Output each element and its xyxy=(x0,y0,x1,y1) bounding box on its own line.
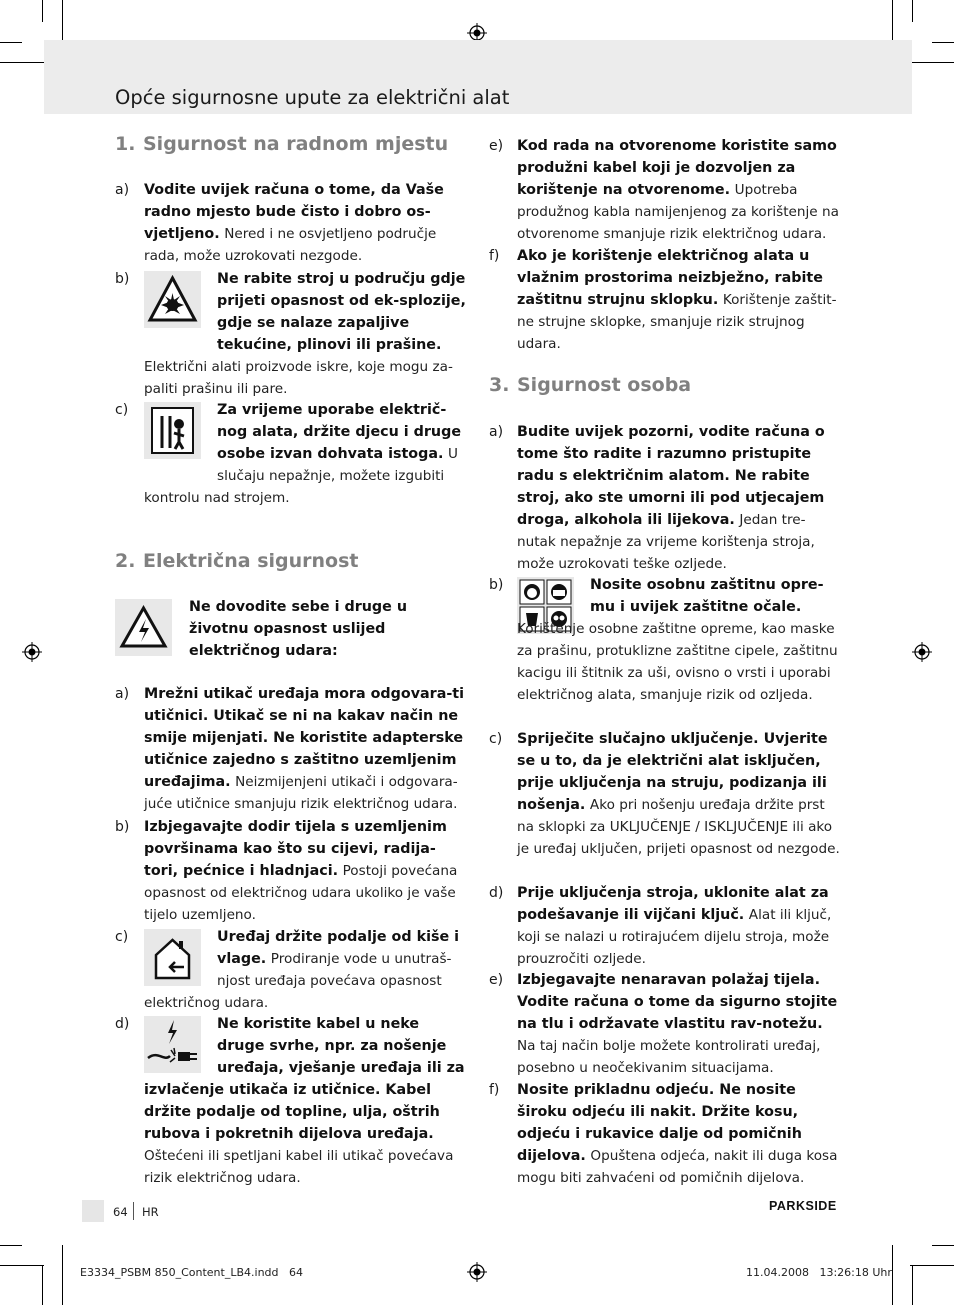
section1-title: Sigurnost na radnom mjestu xyxy=(143,133,449,155)
item-text: Upotreba produžnog kabla namijenjenog za korištenje na otvorenome smanjuje rizik električnog udara. xyxy=(517,182,839,242)
item-label: a) xyxy=(115,182,130,198)
crop-mark xyxy=(62,1245,63,1305)
section3-item-b xyxy=(517,574,842,706)
file-slug: E3334_PSBM 850_Content_LB4.indd 64 xyxy=(80,1266,303,1279)
section3-item-e xyxy=(517,969,842,1079)
section3-item-f xyxy=(517,1079,842,1189)
date-slug: 11.04.2008 13:26:18 Uhr xyxy=(746,1266,892,1279)
registration-mark-icon xyxy=(912,642,932,662)
page-number: 64 xyxy=(113,1205,128,1219)
footer-divider xyxy=(133,1202,134,1220)
item-bold-text: Uređaj držite podalje od kiše i vlage. xyxy=(217,929,460,967)
item-text: Oštećeni ili spetljani kabel ili utikač povećava rizik električnog udara. xyxy=(144,1148,454,1186)
item-text: Opuštena odjeća, nakit ili duga kosa mogu biti zahvaćeni od pomičnih dijelova. xyxy=(517,1148,838,1186)
section2-item-a xyxy=(144,683,469,815)
section1-number: 1. xyxy=(115,133,136,155)
item-bold-text: Nosite prikladnu odjeću. Ne nosite široku odjeću ili nakit. Držite kosu, odjeću i rukavice dalje od pomičnih dijelova. xyxy=(517,1082,802,1164)
section2-item-e xyxy=(517,135,842,245)
item-label: d) xyxy=(115,1016,130,1032)
crop-mark xyxy=(892,0,893,44)
item-text: Ako pri nošenju uređaja držite prst na sklopki za UKLJUČENJE / ISKLJUČENJE ili ako je uređaj uključen, prijeti opasnost od nezgode. xyxy=(517,797,840,857)
item-label: e) xyxy=(489,138,504,154)
item-label: b) xyxy=(115,271,130,287)
item-label: d) xyxy=(489,885,504,901)
item-text: Korištenje osobne zaštitne opreme, kao maske za prašinu, protuklizne zaštitne cipele, zaštitnu kacigu ili štitnik za uši, ovisno o vrsti i uporabi električnog alata, smanjuje rizik od ozljeda. xyxy=(517,621,838,703)
section1-heading xyxy=(115,133,448,155)
item-label: e) xyxy=(489,972,504,988)
electric-warning-text: Ne dovodite sebe i druge u životnu opasnost uslijed električnog udara: xyxy=(189,599,408,659)
item-text: Neizmijenjeni utikači i odgovara-juće utičnice smanjuju rizik električnog udara. xyxy=(144,774,458,812)
section3-number: 3. xyxy=(489,374,510,396)
crop-mark xyxy=(932,42,954,43)
section3-title: Sigurnost osoba xyxy=(517,374,692,396)
item-label: f) xyxy=(489,1082,500,1098)
item-bold-text: Izbjegavajte dodir tijela s uzemljenim površinama kao što su cijevi, radija-tori, pećnice i hladnjaci. xyxy=(144,819,447,879)
crop-mark xyxy=(932,1245,954,1246)
item-label: c) xyxy=(115,402,129,418)
item-bold-text: Izbjegavajte nenaravan polažaj tijela. Vodite računa o tome da sigurno stojite na tlu i održavate vlastitu rav-notežu. xyxy=(517,972,838,1032)
registration-mark-icon xyxy=(22,642,42,662)
footer-marker xyxy=(82,1200,104,1222)
item-label: a) xyxy=(115,686,130,702)
item-text: Korištenje zaštit-ne strujne sklopke, smanjuje rizik strujnog udara. xyxy=(517,292,837,352)
item-text: Jedan tre-nutak nepažnje za vrijeme korištenja stroja, može uzrokovati teške ozljede. xyxy=(517,512,815,572)
item-bold-text: Vodite uvijek računa o tome, da Vaše radno mjesto bude čisto i dobro os-vjetljeno. xyxy=(144,182,444,242)
section3-heading xyxy=(489,374,691,396)
crop-mark xyxy=(912,1265,913,1305)
item-label: a) xyxy=(489,424,504,440)
section2-item-b xyxy=(144,816,469,926)
item-text: U slučaju nepažnje, možete izgubiti kontrolu nad strojem. xyxy=(144,446,458,506)
section3-item-c xyxy=(517,728,842,860)
item-bold-text: Mrežni utikač uređaja mora odgovara-ti utičnici. Utikač se ni na kakav način ne smije mijenjati. Ne koristite adapterske utičnice zajedno s zaštitno uzemljenim uređajima. xyxy=(144,686,465,790)
page-title: Opće sigurnosne upute za električni alat xyxy=(115,86,510,109)
item-bold-text: Za vrijeme uporabe električ-nog alata, držite djecu i druge osobe izvan dohvata istoga. xyxy=(217,402,462,462)
crop-mark xyxy=(0,62,44,63)
item-label: b) xyxy=(115,819,130,835)
item-text: Alat ili ključ, koji se nalazi u rotirajućem dijelu stroja, može prouzročiti ozljede. xyxy=(517,907,832,967)
item-text: Električni alati proizvode iskre, koje mogu za-paliti prašinu ili pare. xyxy=(144,359,453,397)
section2-item-d xyxy=(144,1013,469,1189)
section3-item-d xyxy=(517,882,842,970)
crop-mark xyxy=(892,1245,893,1305)
item-label: c) xyxy=(115,929,129,945)
item-bold-text: Kod rada na otvorenome koristite samo produžni kabel koji je dozvoljen za korištenje na otvorenome. xyxy=(517,138,837,198)
item-bold-text: Ako je korištenje električnog alata u vlažnim prostorima neizbježno, rabite zaštitnu strujnu sklopku. xyxy=(517,248,823,308)
section2-number: 2. xyxy=(115,550,136,572)
section2-heading xyxy=(115,550,359,572)
item-text: Postoji povećana opasnost od električnog udara ukoliko je vaše tijelo uzemljeno. xyxy=(144,863,458,923)
crop-mark xyxy=(42,0,43,22)
item-bold-text: Nosite osobnu zaštitnu opre-mu i uvijek zaštitne očale. xyxy=(590,577,824,615)
item-label: b) xyxy=(489,577,504,593)
section2-item-f xyxy=(517,245,842,355)
section1-item-a xyxy=(144,179,469,267)
section2-title: Električna sigurnost xyxy=(143,550,359,572)
parkside-logo: PARKSIDE xyxy=(769,1199,837,1213)
section1-item-c xyxy=(144,399,469,509)
item-bold-text: Ne koristite kabel u neke druge svrhe, npr. za nošenje uređaja, vješanje uređaja ili za izvlačenje utikača iz utičnice. Kabel držite podalje od topline, ulja, oštrih rubova i pokretnih dijelova uređaja. xyxy=(144,1016,465,1142)
item-bold-text: Budite uvijek pozorni, vodite računa o tome što radite i razumno pristupite radu s električnim alatom. Ne rabite stroj, ako ste umorni ili pod utjecajem droga, alkohola ili lijekova. xyxy=(517,424,825,528)
item-bold-text: Spriječite slučajno uključenje. Uvjerite se u to, da je električni alat isključen, prije uključenja na struju, podizanja ili nošenja. xyxy=(517,731,828,813)
crop-mark xyxy=(0,1265,44,1266)
item-bold-text: Ne rabite stroj u području gdje prijeti opasnost od ek-splozije, gdje se nalaze zapaljive tekućine, plinovi ili prašine. xyxy=(217,271,466,353)
crop-mark xyxy=(0,42,22,43)
crop-mark xyxy=(910,62,954,63)
section2-item-c xyxy=(144,926,469,1014)
item-bold-text: Prije uključenja stroja, uklonite alat za podešavanje ili vijčani ključ. xyxy=(517,885,829,923)
language-code: HR xyxy=(142,1205,159,1219)
item-label: f) xyxy=(489,248,500,264)
crop-mark xyxy=(910,1265,954,1266)
item-text: Nered i ne osvjetljeno područje rada, može uzrokovati nezgode. xyxy=(144,226,437,264)
crop-mark xyxy=(42,1265,43,1305)
section1-item-b xyxy=(144,268,469,400)
item-text: Na taj način bolje možete kontrolirati uređaj, posebno u neočekivanim situacijama. xyxy=(517,1038,821,1076)
crop-mark xyxy=(0,1245,22,1246)
section3-item-a xyxy=(517,421,842,575)
crop-mark xyxy=(62,0,63,44)
crop-mark xyxy=(912,0,913,22)
item-text: Prodiranje vode u unutraš-njost uređaja povećava opasnost električnog udara. xyxy=(144,951,452,1011)
item-label: c) xyxy=(489,731,503,747)
electric-hazard-icon xyxy=(115,599,172,656)
registration-mark-icon xyxy=(467,1262,487,1282)
